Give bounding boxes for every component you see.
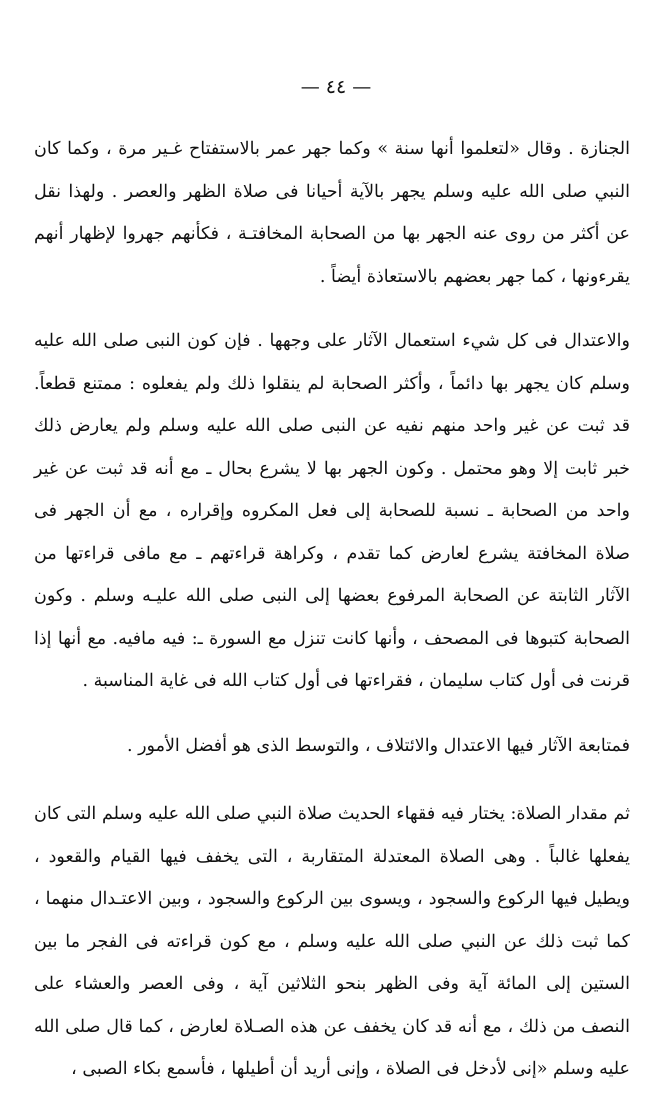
body-text [34, 128, 630, 1119]
paragraph-following-athar: فمتابعة الآثار فيها الاعتدال والائتلاف ، والتوسط الذى هو أفضل الأمور . [126, 735, 630, 756]
paragraph-basmala-jahr: الجنازة . وقال «لتعلموا أنها سنة » وكما جهر عمر بالاستفتاح غـير مرة ، وكما كان النبي صلى الله عليه وسلم يجهر بالآية أحيانا فى صلاة الظهر والعصر . ولهذا نقل عن أكثر من روى عنه الجهر بها من الصحابة المخافتـة ، فكأنهم جهروا لإظهار أنهم يقرءونها ، كما جهر بعضهم بالاستعاذة أيضاً . [34, 139, 630, 287]
paragraph-prayer-length: ثم مقدار الصلاة: يختار فيه فقهاء الحديث صلاة النبي صلى الله عليه وسلم التى كان يفعلها غالباً . وهى الصلاة المعتدلة المتقاربة ، التى يخفف فيها القيام والقعود ، ويطيل فيها الركوع والسجود ، ويسوى بين الركوع والسجود ، وبين الاعتـدال منهما ، كما ثبت ذلك عن النبي صلى الله عليه وسلم ، مع كون قراءته فى الفجر ما بين الستين إلى المائة آية وفى الظهر بنحو الثلاثين آية ، وفى العصر والعشاء على النصف من ذلك ، مع أنه قد كان يخفف عن هذه الصـلاة لعارض ، كما قال صلى الله عليه وسلم «إنى لأدخل فى الصلاة ، وإنى أريد أن أطيلها ، فأسمع بكاء الصبى ، [34, 804, 630, 1079]
page-number: — ٤٤ — [300, 76, 372, 98]
paragraph-moderation-athar: والاعتدال فى كل شيء استعمال الآثار على وجهها . فإن كون النبى صلى الله عليه وسلم كان يجهر بها دائماً ، وأكثر الصحابة لم ينقلوا ذلك ولم يفعلوه : ممتنع قطعاً. قد ثبت عن غير واحد منهم نفيه عن النبى صلى الله عليه وسلم ولم يعارض ذلك خبر ثابت إلا وهو محتمل . وكون الجهر بها لا يشرع بحال ـ مع أنه قد ثبت عن غير واحد من الصحابة ـ نسبة للصحابة إلى فعل المكروه وإقراره ، مع أن الجهر فى صلاة المخافتة يشرع لعارض كما تقدم ، وكراهة قراءتهم ـ مع مافى قراءتها من الآثار الثابتة عن الصحابة المرفوع بعضها إلى النبى صلى الله عليـه وسلم . وكون الصحابة كتبوها فى المصحف ، وأنها كانت تنزل مع السورة ـ: فيه مافيه. مع أنها إذا قرنت فى أول كتاب سليمان ، فقراءتها فى أول كتاب الله فى غاية المناسبة . [34, 331, 630, 691]
